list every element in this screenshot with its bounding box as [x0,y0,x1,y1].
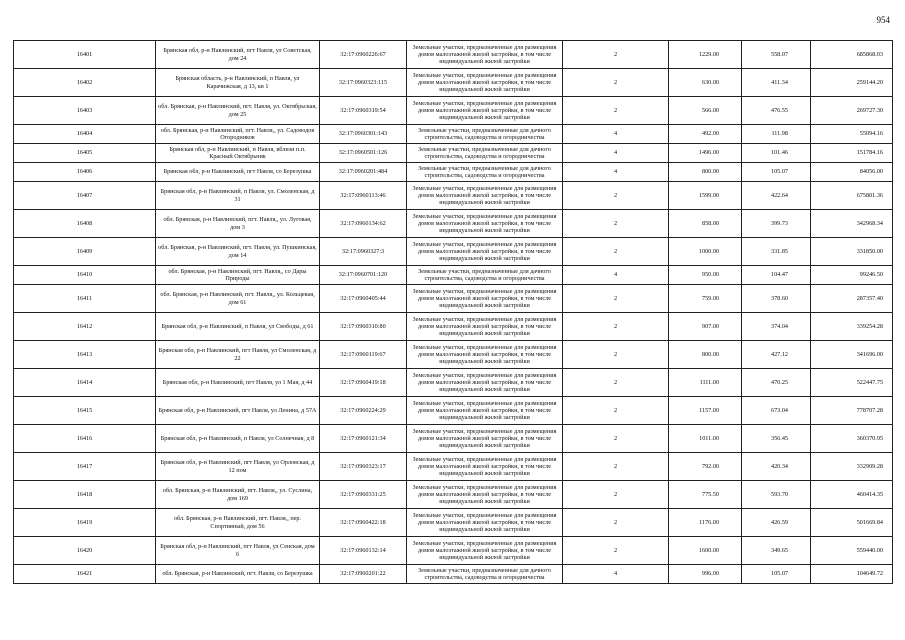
row-cadastral-number: 32:17:0960201:484 [320,163,407,182]
row-cadastral-value: 331850.00 [811,238,893,266]
row-category: 2 [563,313,669,341]
row-address: обл. Брянская, р-н Навлинский, пгт. Навля, ул. Октябрьская, дом 25 [156,97,320,125]
row-area: 1011.00 [669,425,742,453]
table-row [14,341,893,369]
row-category: 2 [563,397,669,425]
row-cadastral-number: 32:17:0960405:44 [320,285,407,313]
row-cadastral-value: 339254.28 [811,313,893,341]
row-cadastral-value: 685868.03 [811,41,893,69]
row-cadastral-value: 259144.20 [811,69,893,97]
row-cadastral-number: 32:17:0960323:115 [320,69,407,97]
row-area: 1600.00 [669,537,742,565]
row-category: 2 [563,69,669,97]
row-number: 16407 [14,182,156,210]
row-land-use: Земельные участки, предназначенные для дачного строительства, садоводства и огородничества [407,163,563,182]
row-cadastral-value: 287357.40 [811,285,893,313]
row-number: 16415 [14,397,156,425]
row-address: Брянская обл, р-н Навлинский, пгт Навля, ул Ленина, д 57А [156,397,320,425]
row-number: 16419 [14,509,156,537]
row-cadastral-value: 342968.34 [811,210,893,238]
row-specific-value: 349.65 [742,537,811,565]
row-address: Брянская обл, р-н Навлинский, пгт Навля, ул Орловская, д 12 пом [156,453,320,481]
row-address: Брянская обл, р-н Навлинский, п Навля, ул Свободы, д 61 [156,313,320,341]
row-land-use: Земельные участки, предназначенные для размещения домов малоэтажной жилой застройки, в том числе индивидуальной жилой застройки [407,182,563,210]
row-area: 1229.00 [669,41,742,69]
row-specific-value: 427.12 [742,341,811,369]
row-area: 1000.00 [669,238,742,266]
table-row [14,537,893,565]
row-address: Брянская обл, р-н Навлинский, п Навля, ул. Смоленская, д 31 [156,182,320,210]
table-row [14,238,893,266]
row-land-use: Земельные участки, предназначенные для размещения домов малоэтажной жилой застройки, в том числе индивидуальной жилой застройки [407,425,563,453]
row-cadastral-number: 32:17:0960327:3 [320,238,407,266]
row-number: 16416 [14,425,156,453]
row-area: 950.00 [669,266,742,285]
row-cadastral-value: 460414.35 [811,481,893,509]
row-cadastral-number: 32:17:0960301:143 [320,125,407,144]
row-land-use: Земельные участки, предназначенные для размещения домов малоэтажной жилой застройки, в том числе индивидуальной жилой застройки [407,481,563,509]
table-row [14,509,893,537]
row-land-use: Земельные участки, предназначенные для размещения домов малоэтажной жилой застройки, в том числе индивидуальной жилой застройки [407,41,563,69]
row-address: обл. Брянская, р-н Навлинский, пгт. Навля, ул. Пушкинская, дом 14 [156,238,320,266]
row-number: 16401 [14,41,156,69]
table-row [14,69,893,97]
table-row [14,481,893,509]
table-row [14,397,893,425]
row-category: 2 [563,509,669,537]
row-cadastral-number: 32:17:0960113:46 [320,182,407,210]
row-category: 2 [563,453,669,481]
row-category: 4 [563,163,669,182]
row-cadastral-value: 269727.30 [811,97,893,125]
row-cadastral-number: 32:17:0960323:17 [320,453,407,481]
row-cadastral-number: 32:17:0960121:34 [320,425,407,453]
row-area: 630.00 [669,69,742,97]
row-category: 2 [563,341,669,369]
row-land-use: Земельные участки, предназначенные для размещения домов малоэтажной жилой застройки, в том числе индивидуальной жилой застройки [407,509,563,537]
table-body [14,41,893,584]
row-land-use: Земельные участки, предназначенные для дачного строительства, садоводства и огородничества [407,266,563,285]
row-address: Брянская обл, р-н Навлинский, п Навля, ул Солнечная, д 8 [156,425,320,453]
row-cadastral-value: 778707.28 [811,397,893,425]
row-area: 996.00 [669,565,742,584]
row-specific-value: 111.98 [742,125,811,144]
row-cadastral-number: 32:17:0960501:126 [320,144,407,163]
row-category: 2 [563,481,669,509]
row-number: 16417 [14,453,156,481]
row-category: 2 [563,369,669,397]
page-number: 954 [876,15,890,25]
row-number: 16418 [14,481,156,509]
row-cadastral-value: 501669.84 [811,509,893,537]
row-number: 16410 [14,266,156,285]
row-specific-value: 411.34 [742,69,811,97]
row-cadastral-number: 32:17:0960134:62 [320,210,407,238]
row-land-use: Земельные участки, предназначенные для размещения домов малоэтажной жилой застройки, в том числе индивидуальной жилой застройки [407,397,563,425]
table-row [14,182,893,210]
row-cadastral-number: 32:17:0960201:22 [320,565,407,584]
row-address: Брянская обл, р-н Навлинский, пгт Навля, ул Советская, дом 24 [156,41,320,69]
row-cadastral-value: 84056.00 [811,163,893,182]
row-cadastral-number: 32:17:0960119:67 [320,341,407,369]
table-row [14,97,893,125]
row-cadastral-number: 32:17:0960224:29 [320,397,407,425]
row-category: 2 [563,285,669,313]
row-land-use: Земельные участки, предназначенные для дачного строительства, садоводства и огородничества [407,125,563,144]
row-cadastral-value: 522447.75 [811,369,893,397]
row-land-use: Земельные участки, предназначенные для размещения домов малоэтажной жилой застройки, в том числе индивидуальной жилой застройки [407,210,563,238]
row-number: 16403 [14,97,156,125]
row-land-use: Земельные участки, предназначенные для размещения домов малоэтажной жилой застройки, в том числе индивидуальной жилой застройки [407,97,563,125]
row-specific-value: 105.07 [742,565,811,584]
row-cadastral-value: 559440.00 [811,537,893,565]
row-address: обл. Брянская, р-н Навлинский, пгт. Навля,, ул. Луговая, дом 3 [156,210,320,238]
row-specific-value: 101.46 [742,144,811,163]
row-specific-value: 558.07 [742,41,811,69]
row-specific-value: 356.45 [742,425,811,453]
row-land-use: Земельные участки, предназначенные для размещения домов малоэтажной жилой застройки, в том числе индивидуальной жилой застройки [407,238,563,266]
row-address: обл. Брянская, р-н Навлинский, пгт. Навля,, пер. Спортивный, дом 56 [156,509,320,537]
row-number: 16405 [14,144,156,163]
row-land-use: Земельные участки, предназначенные для размещения домов малоэтажной жилой застройки, в том числе индивидуальной жилой застройки [407,313,563,341]
row-category: 2 [563,238,669,266]
table-row [14,266,893,285]
row-number: 16420 [14,537,156,565]
row-cadastral-value: 99246.50 [811,266,893,285]
row-land-use: Земельные участки, предназначенные для размещения домов малоэтажной жилой застройки, в том числе индивидуальной жилой застройки [407,341,563,369]
row-area: 858.00 [669,210,742,238]
row-cadastral-number: 32:17:0960310:80 [320,313,407,341]
row-specific-value: 105.07 [742,163,811,182]
row-area: 492.00 [669,125,742,144]
row-specific-value: 593.70 [742,481,811,509]
row-category: 2 [563,97,669,125]
row-address: обл. Брянская, р-н Навлинский, пгт. Навля,, ул. Суслина, дом 169 [156,481,320,509]
row-area: 1157.00 [669,397,742,425]
row-specific-value: 422.64 [742,182,811,210]
table-row [14,125,893,144]
row-address: Брянская обл, р-н Навлинский, пгт Навля, ул 1 Мая, д 44 [156,369,320,397]
row-cadastral-number: 32:17:0960319:54 [320,97,407,125]
row-cadastral-number: 32:17:0960331:25 [320,481,407,509]
row-category: 2 [563,182,669,210]
row-cadastral-value: 104649.72 [811,565,893,584]
row-address: обл. Брянская, р-н Навлинский, пгт. Навля,, ул. Садоводов Огородников [156,125,320,144]
row-land-use: Земельные участки, предназначенные для размещения домов малоэтажной жилой застройки, в том числе индивидуальной жилой застройки [407,285,563,313]
row-number: 16408 [14,210,156,238]
row-specific-value: 420.34 [742,453,811,481]
row-cadastral-value: 55094.16 [811,125,893,144]
row-number: 16406 [14,163,156,182]
table-row [14,425,893,453]
row-address: обл. Брянская, р-н Навлинский, пгт. Навля,, ул. Кольцевая, дом 61 [156,285,320,313]
row-category: 2 [563,210,669,238]
row-address: обл. Брянская, р-н Навлинский, пгт. Навля, со Березушка [156,565,320,584]
row-category: 2 [563,41,669,69]
table-row [14,453,893,481]
row-cadastral-number: 32:17:0960132:14 [320,537,407,565]
table-row [14,369,893,397]
row-address: Брянская обл, р-н Навлинский, пгт Навля, со Березушка [156,163,320,182]
row-cadastral-value: 341696.00 [811,341,893,369]
row-cadastral-value: 332909.28 [811,453,893,481]
row-address: обл. Брянская, р-н Навлинский, пгт. Навля,, со Дары Природы [156,266,320,285]
table-row [14,313,893,341]
row-cadastral-value: 675801.36 [811,182,893,210]
row-category: 2 [563,537,669,565]
land-registry-table [13,40,893,584]
row-land-use: Земельные участки, предназначенные для дачного строительства, садоводства и огородничества [407,144,563,163]
row-cadastral-number: 32:17:0960226:67 [320,41,407,69]
row-category: 4 [563,125,669,144]
row-cadastral-number: 32:17:0960422:18 [320,509,407,537]
row-area: 1496.00 [669,144,742,163]
row-specific-value: 673.04 [742,397,811,425]
row-number: 16404 [14,125,156,144]
row-cadastral-value: 151784.16 [811,144,893,163]
table-row [14,163,893,182]
row-number: 16413 [14,341,156,369]
row-specific-value: 476.55 [742,97,811,125]
row-category: 4 [563,144,669,163]
row-specific-value: 426.59 [742,509,811,537]
row-area: 566.00 [669,97,742,125]
row-cadastral-number: 32:17:0960419:18 [320,369,407,397]
table-row [14,285,893,313]
row-area: 800.00 [669,341,742,369]
row-area: 1176.00 [669,509,742,537]
row-category: 2 [563,425,669,453]
row-number: 16414 [14,369,156,397]
row-land-use: Земельные участки, предназначенные для размещения домов малоэтажной жилой застройки, в том числе индивидуальной жилой застройки [407,537,563,565]
table-row [14,144,893,163]
row-specific-value: 104.47 [742,266,811,285]
row-area: 759.00 [669,285,742,313]
row-cadastral-value: 360370.95 [811,425,893,453]
row-address: Брянская обл, р-н Навлинский, пгт Навля, ул Смоленская, д 22 [156,341,320,369]
row-land-use: Земельные участки, предназначенные для дачного строительства, садоводства и огородничества [407,565,563,584]
row-address: Брянская обл, р-н Навлинский, п Навля, вблизи п.п. Красный Октябрьник [156,144,320,163]
row-specific-value: 374.04 [742,313,811,341]
row-area: 1111.00 [669,369,742,397]
row-land-use: Земельные участки, предназначенные для размещения домов малоэтажной жилой застройки, в том числе индивидуальной жилой застройки [407,453,563,481]
row-specific-value: 331.85 [742,238,811,266]
row-area: 800.00 [669,163,742,182]
row-land-use: Земельные участки, предназначенные для размещения домов малоэтажной жилой застройки, в том числе индивидуальной жилой застройки [407,69,563,97]
row-cadastral-number: 32:17:0960701:120 [320,266,407,285]
row-area: 1599.00 [669,182,742,210]
table-row [14,565,893,584]
row-number: 16402 [14,69,156,97]
row-number: 16409 [14,238,156,266]
row-number: 16412 [14,313,156,341]
row-category: 4 [563,266,669,285]
table-row [14,210,893,238]
row-address: Брянская область, р-н Навлинский, п Навля, ул Карачижская, д 13, кв 1 [156,69,320,97]
row-specific-value: 378.60 [742,285,811,313]
row-number: 16421 [14,565,156,584]
row-category: 4 [563,565,669,584]
row-address: Брянская обл, р-н Навлинский, пгт Навля, ул Сенская, дом 6 [156,537,320,565]
row-area: 907.00 [669,313,742,341]
row-area: 775.50 [669,481,742,509]
row-area: 792.00 [669,453,742,481]
row-land-use: Земельные участки, предназначенные для размещения домов малоэтажной жилой застройки, в том числе индивидуальной жилой застройки [407,369,563,397]
row-number: 16411 [14,285,156,313]
table-row [14,41,893,69]
row-specific-value: 470.25 [742,369,811,397]
row-specific-value: 399.73 [742,210,811,238]
